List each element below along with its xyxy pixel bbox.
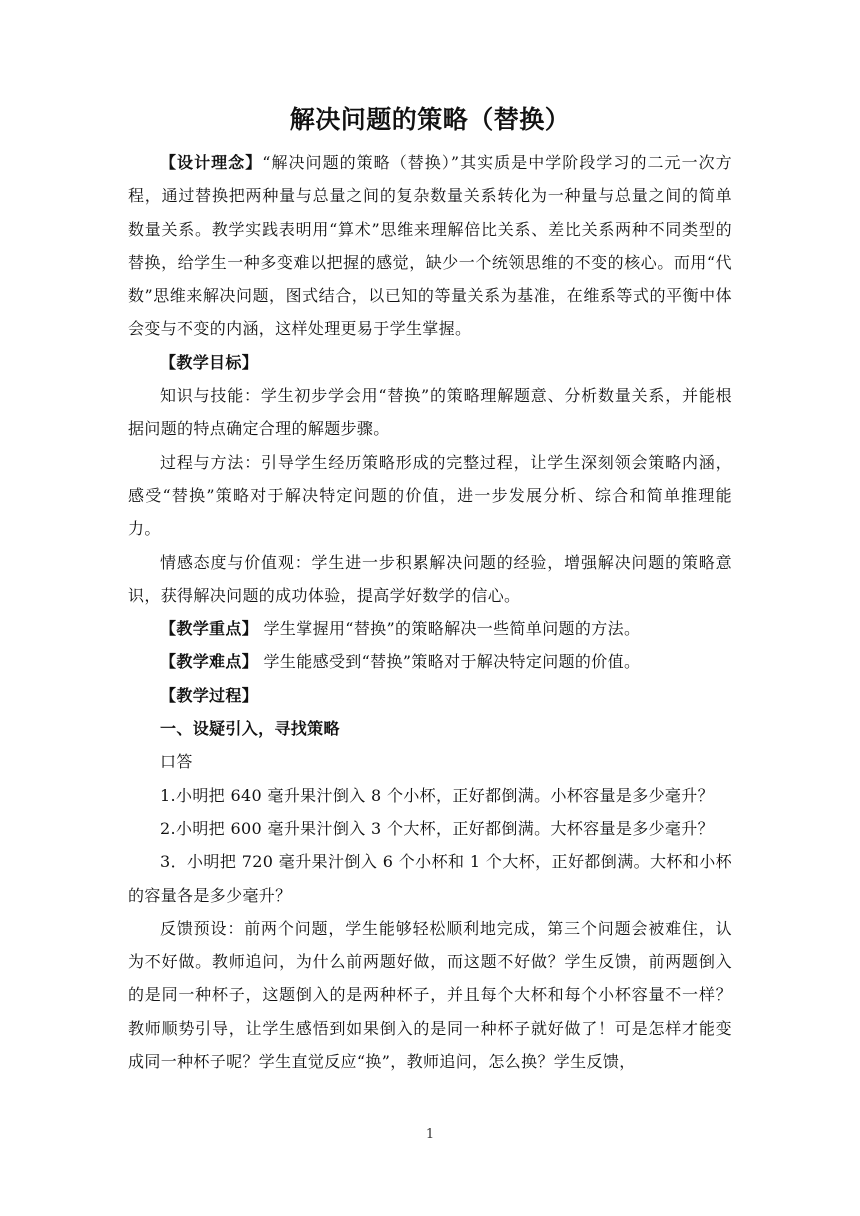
section-label-key-point: 【教学重点】 xyxy=(160,619,259,639)
paragraph-design-concept xyxy=(128,146,732,346)
paragraph-feedback-preview xyxy=(128,912,732,1078)
paragraph-question-3 xyxy=(128,845,732,912)
paragraph-process-methods xyxy=(128,446,732,546)
document-title: 解决问题的策略（替换） xyxy=(289,105,571,134)
section-label-difficulty: 【教学难点】 xyxy=(160,652,259,672)
paragraph-text: 学生能感受到“替换”策略对于解决特定问题的价值。 xyxy=(258,652,641,672)
section-label-teaching-process: 【教学过程】 xyxy=(160,685,259,705)
paragraph-text: “解决问题的策略（替换）”其实质是中学阶段学习的二元一次方程，通过替换把两种量与总量之间的复杂数量关系转化为一种量与总量之间的简单数量关系。教学实践表明用“算术”思维来理解倍比关系、差比关系两种不同类型的替换，给学生一种多变难以把握的感觉，缺少一个统领思维的不变的核心。而用“代数”思维来解决问题，图式结合，以已知的等量关系为基准，在维系等式的平衡中体会变与不变的内涵，这样处理更易于学生掌握。 xyxy=(128,153,732,339)
document-body xyxy=(128,100,732,1078)
paragraph-text: 过程与方法：引导学生经历策略形成的完整过程，让学生深刻领会策略内涵，感受“替换”策略对于解决特定问题的价值，进一步发展分析、综合和简单推理能力。 xyxy=(128,452,732,539)
paragraph-key-point xyxy=(128,612,732,645)
section-label-design-concept: 【设计理念】 xyxy=(160,153,263,172)
paragraph-knowledge-skills xyxy=(128,379,732,446)
paragraph-emotion-values xyxy=(128,546,732,613)
paragraph-text: 反馈预设：前两个问题，学生能够轻松顺利地完成，第三个问题会被难住，认为不好做。教师追问，为什么前两题好做，而这题不好做？学生反馈，前两题倒入的是同一种杯子，这题倒入的是两种杯子，并且每个大杯和每个小杯容量不一样？教师顺势引导，让学生感悟到如果倒入的是同一种杯子就好做了！可是怎样才能变成同一种杯子呢？学生直觉反应“换”，教师追问，怎么换？学生反馈， xyxy=(128,918,732,1072)
paragraph-question-1 xyxy=(128,779,732,812)
paragraph-teaching-process-heading xyxy=(128,679,732,712)
paragraph-question-2 xyxy=(128,812,732,845)
paragraph-text: 口答 xyxy=(160,752,193,772)
paragraph-part-one-heading xyxy=(128,712,732,745)
paragraph-text: 2.小明把 600 毫升果汁倒入 3 个大杯，正好都倒满。大杯容量是多少毫升？ xyxy=(160,818,714,838)
paragraph-difficulty xyxy=(128,645,732,678)
paragraph-oral-answer xyxy=(128,745,732,778)
paragraph-text: 学生掌握用“替换”的策略解决一些简单问题的方法。 xyxy=(258,619,641,639)
section-heading-part-one: 一、设疑引入，寻找策略 xyxy=(160,719,340,739)
section-label-teaching-goals: 【教学目标】 xyxy=(160,352,259,372)
page-number: 1 xyxy=(425,1127,435,1142)
paragraph-text: 情感态度与价值观：学生进一步积累解决问题的经验，增强解决问题的策略意识，获得解决问题的成功体验，提高学好数学的信心。 xyxy=(128,552,732,605)
paragraph-text: 1.小明把 640 毫升果汁倒入 8 个小杯，正好都倒满。小杯容量是多少毫升？ xyxy=(160,785,714,805)
paragraph-text: 知识与技能：学生初步学会用“替换”的策略理解题意、分析数量关系，并能根据问题的特点确定合理的解题步骤。 xyxy=(128,386,732,439)
paragraph-teaching-goals-heading xyxy=(128,346,732,379)
paragraph-text: 3．小明把 720 毫升果汁倒入 6 个小杯和 1 个大杯，正好都倒满。大杯和小杯的容量各是多少毫升？ xyxy=(128,852,732,905)
